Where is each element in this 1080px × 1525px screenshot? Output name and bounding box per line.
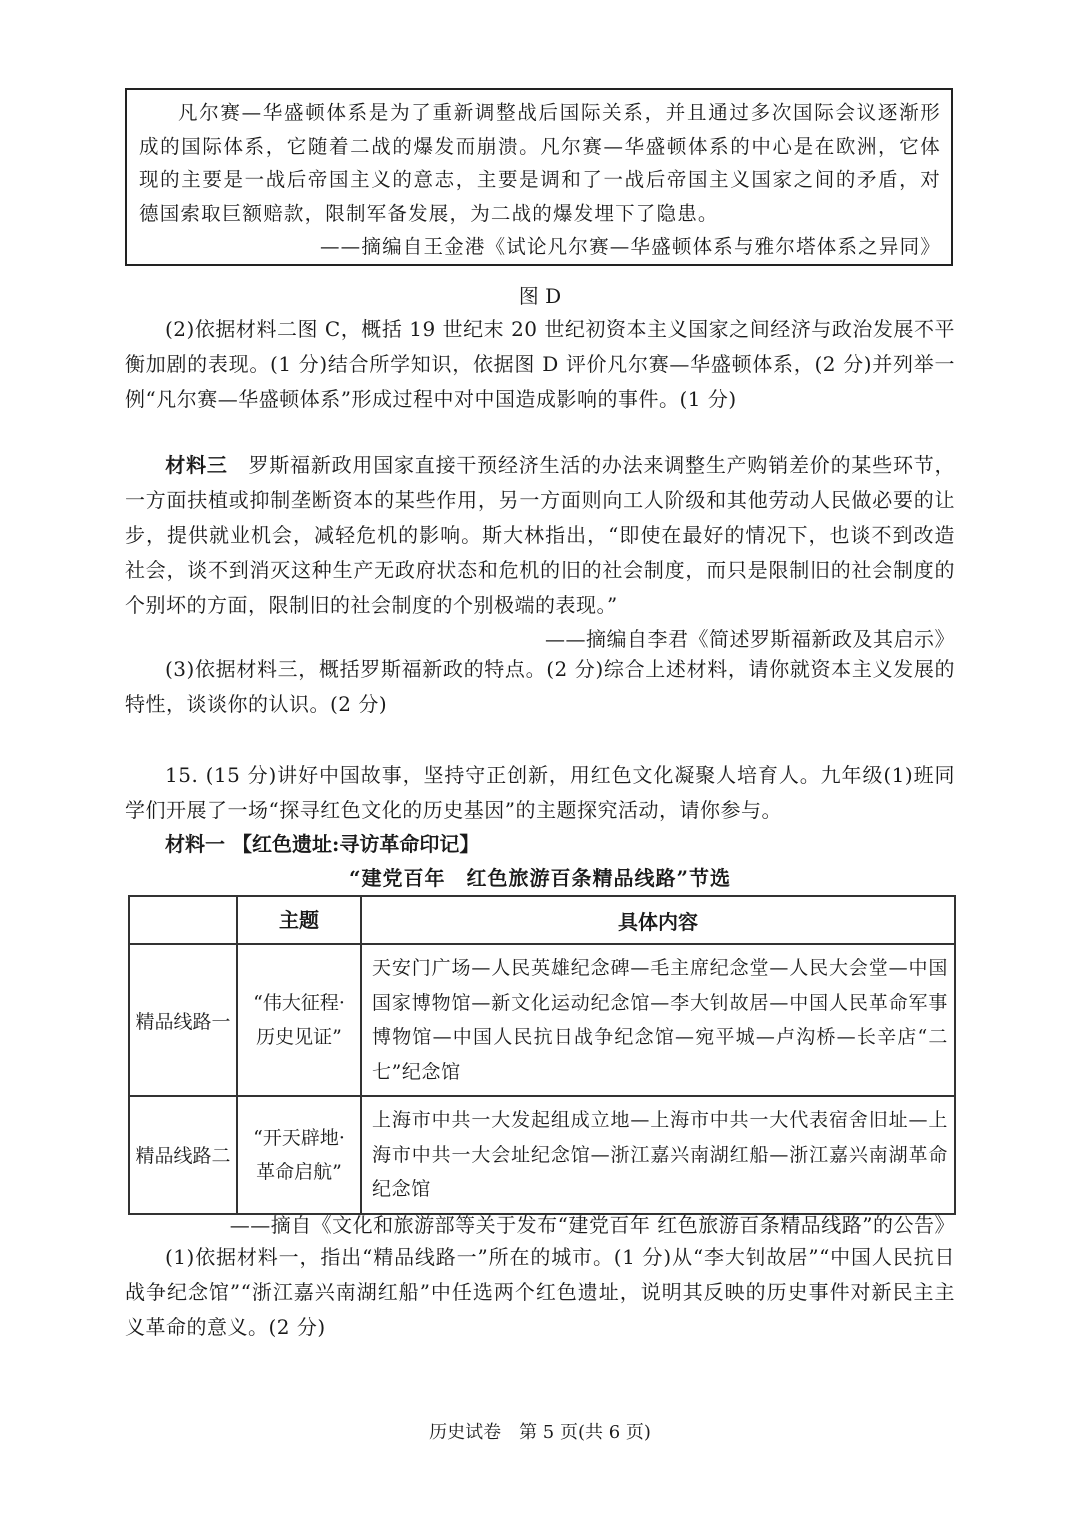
route-content: 天安门广场—人民英雄纪念碑—毛主席纪念堂—人民大会堂—中国国家博物馆—新文化运动纪念馆—李大钊故居—中国人民革命军事博物馆—中国人民抗日战争纪念馆—宛平城—卢沟桥—长辛店“二七”纪念馆 — [361, 944, 955, 1096]
table-header-theme: 主题 — [237, 896, 361, 944]
question-15-1-text: (1)依据材料一，指出“精品线路一”所在的城市。(1 分)从“李大钊故居”“中国人民抗日战争纪念馆”“浙江嘉兴南湖红船”中任选两个红色遗址，说明其反映的历史事件对新民主主义革命的意义。(2 分) — [125, 1245, 955, 1339]
table-header-blank — [129, 896, 237, 944]
question-15-intro-text: 15. (15 分)讲好中国故事，坚持守正创新，用红色文化凝聚人培育人。九年级(1)班同学们开展了一场“探寻红色文化的历史基因”的主题探究活动，请你参与。 — [125, 763, 955, 822]
route-name: 精品线路二 — [129, 1096, 237, 1214]
page-footer: 历史试卷 第 5 页(共 6 页) — [429, 1422, 651, 1443]
question-14-2-text: (2)依据材料二图 C，概括 19 世纪末 20 世纪初资本主义国家之间经济与政治发展不平衡加剧的表现。(1 分)结合所学知识，依据图 D 评价凡尔赛—华盛顿体系，(2 分)并列举一例“凡尔赛—华盛顿体系”形成过程中对中国造成影响的事件。(1 分) — [125, 317, 955, 411]
table-source: ——摘自《文化和旅游部等关于发布“建党百年 红色旅游百条精品线路”的公告》 — [229, 1213, 955, 1237]
route-theme-line-1: “伟大征程· — [253, 992, 345, 1014]
material-3 — [125, 448, 955, 623]
question-14-2 — [125, 312, 955, 417]
route-theme — [237, 944, 361, 1096]
figure-d-caption: 图 D — [518, 284, 562, 308]
material-3-source: ——摘编自李君《简述罗斯福新政及其启示》 — [545, 627, 955, 651]
figure-d-quote-box — [125, 88, 953, 266]
route-theme-line-1: “开天辟地· — [253, 1126, 345, 1149]
route-theme — [237, 1096, 361, 1214]
material-3-text: 罗斯福新政用国家直接干预经济生活的办法来调整生产购销差价的某些环节，一方面扶植或抑制垄断资本的某些作用，另一方面则向工人阶级和其他劳动人民做必要的让步，提供就业机会，减轻危机的影响。斯大林指出，“即使在最好的情况下，也谈不到改造社会，谈不到消灭这种生产无政府状态和危机的旧的社会制度，而只是限制旧的社会制度的个别坏的方面，限制旧的社会制度的个别极端的表现。” — [125, 453, 956, 617]
routes-table — [128, 895, 956, 1215]
figure-d-source: ——摘编自王金港《试论凡尔赛—华盛顿体系与雅尔塔体系之异同》 — [319, 235, 941, 258]
table-row — [129, 944, 955, 1096]
route-theme-line-2: 历史见证” — [256, 1026, 342, 1048]
table-title: “建党百年 红色旅游百条精品线路”节选 — [348, 866, 731, 890]
material-3-label: 材料三 — [165, 453, 228, 477]
material-1-heading: 材料一 【红色遗址:寻访革命印记】 — [165, 832, 480, 856]
figure-d-quote: 凡尔赛—华盛顿体系是为了重新调整战后国际关系，并且通过多次国际会议逐渐形成的国际体系，它随着二战的爆发而崩溃。凡尔赛—华盛顿体系的中心是在欧洲，它体现的主要是一战后帝国主义的意志，主要是调和了一战后帝国主义国家之间的矛盾，对德国索取巨额赔款，限制军备发展，为二战的爆发埋下了隐患。 — [139, 101, 941, 225]
table-header-row — [129, 896, 955, 944]
route-theme-line-2: 革命启航” — [256, 1160, 342, 1183]
question-15-1 — [125, 1240, 955, 1345]
table-row — [129, 1096, 955, 1214]
route-name: 精品线路一 — [129, 944, 237, 1096]
question-14-3 — [125, 652, 955, 722]
route-content: 上海市中共一大发起组成立地—上海市中共一大代表宿舍旧址—上海市中共一大会址纪念馆—浙江嘉兴南湖红船—浙江嘉兴南湖革命纪念馆 — [361, 1096, 955, 1214]
table-header-content: 具体内容 — [361, 896, 955, 944]
question-14-3-text: (3)依据材料三，概括罗斯福新政的特点。(2 分)综合上述材料，请你就资本主义发展的特性，谈谈你的认识。(2 分) — [125, 657, 955, 716]
question-15-intro — [125, 758, 955, 828]
